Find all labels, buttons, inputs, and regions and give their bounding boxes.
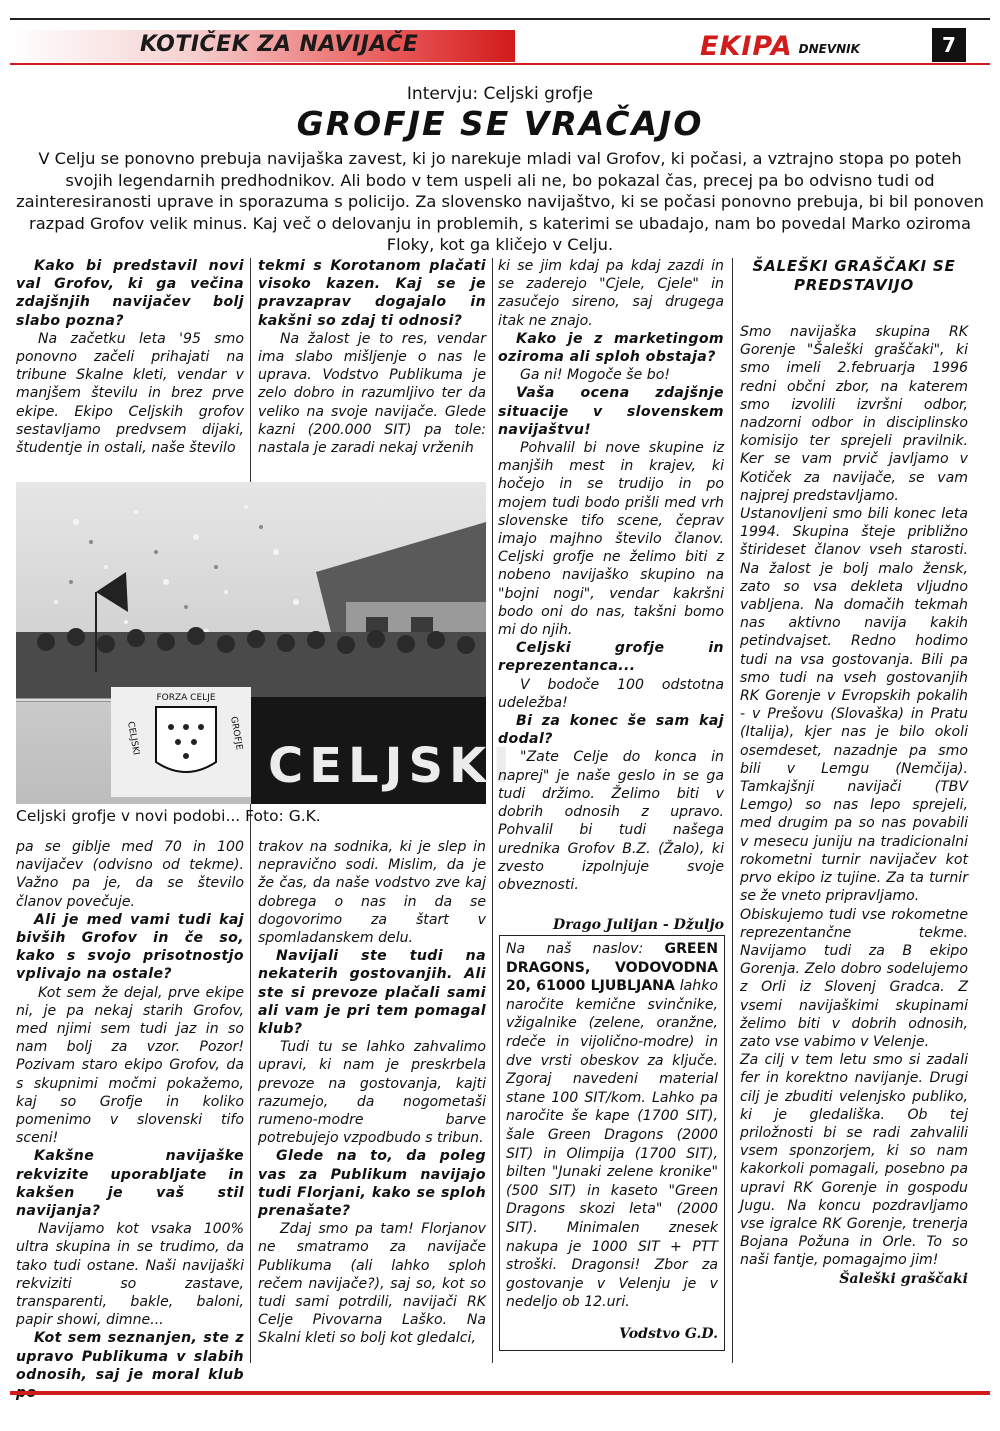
photo-banner-text: FORZA CELJE — [156, 693, 216, 703]
page-number: 7 — [932, 28, 966, 62]
interview-answer: Kot sem že dejal, prve ekipe ni, je pa nekaj starih Grofov, med njimi sem tudi jaz in so nam bolj za vzor. Pozor! Pozivam staro ekipo Grofov, da s skupnimi močmi pokažemo, kaj so Grofje in koliko pomenimo v slovenski tifo sceni! — [16, 984, 244, 1147]
header-top-rule — [10, 18, 990, 20]
interview-question: Kakšne navijaške rekvizite uporabljate in kakšen je vaš stil navijanja? — [16, 1148, 244, 1220]
ad-body: lahko naročite kemične svinčnike, vžigalnike (zelene, oranžne, rdeče in vijolično-modre) in dve vrsti obeskov za ključe. Zgoraj navedeni material stane 100 SIT/kom. Lahko pa naročite še kape (1700 SIT), šale Green Dragons (2000 SIT) in Olimpija (1700 SIT), bilten "Junaki zelene kronike" (500 SIT) in kaseto "Green Dragons skozi leta" (2000 SIT). Minimalen znesek nakupa je 1000 SIT + PTT stroški. Dragonsi! Zbor za gostovanje v Velenju je v nedeljo ob 12.uri. — [506, 978, 719, 1311]
publication-logo — [700, 30, 860, 62]
photo-side-text: GROFJE — [228, 715, 244, 751]
interview-answer: Ga ni! Mogoče še bo! — [520, 367, 670, 384]
interview-question: Celjski grofje in reprezentanca... — [498, 640, 724, 675]
interview-answer: Zdaj smo pa tam! Florjanov ne smatramo za navijače Publikuma (ali lahko sploh rečem navijače?), saj so, kot so tudi sami potrdili, navijači RK Celje Pivovarna Laško. Na Skalni kleti so bolj kot gledalci, — [258, 1221, 486, 1347]
ad-address: GREEN DRAGONS, VODOVODNA 20, 61000 LJUBLJANA — [506, 941, 718, 995]
column-2-bottom — [258, 838, 486, 1348]
column-rule — [492, 258, 493, 1363]
sidebar-paragraph: Smo navijaška skupina RK Gorenje "Šaleški graščaki", ki smo imeli 2.februarja 1996 redni občni zbor, na katerem smo izvolili izvršni odbor, nadzorni odbor in disciplinsko komisijo ter sprejeli pravilnik. Ker se vam prvič javljamo v Kotiček za navijače, se vam najprej predstavljamo. — [740, 324, 968, 504]
interview-question: Vaša ocena zdajšnje situacije v slovenskem navijaštvu! — [498, 385, 724, 438]
interview-question: Glede na to, da poleg vas za Publikum navijajo tudi Florjani, kako se sploh prenašate? — [258, 1148, 486, 1220]
sidebar-title: ŠALEŠKI GRAŠČAKI SE PREDSTAVIJO — [752, 257, 956, 294]
interview-answer: Tudi tu se lahko zahvalimo upravi, ki nam je preskrbela prevoze na gostovanja, kajti razumejo, da nogometaši rumeno-modre barve potrebujejo vzpodbudo s tribun. — [258, 1039, 486, 1147]
interview-answer: trakov na sodnika, ki je slep in nepravično sodi. Mislim, da je že čas, da naše vodstvo zve kaj dobrega o nas in da se dogovorimo za štart v spomladanskem delu. — [258, 839, 486, 947]
article-kicker: Intervju: Celjski grofje — [406, 84, 594, 104]
section-title: KOTIČEK ZA NAVIJAČE — [140, 32, 419, 57]
interview-question: Bi za konec še sam kaj dodal? — [498, 713, 724, 748]
fans-photo — [16, 482, 517, 804]
interview-answer: Pohvalil bi nove skupine iz manjših mest in krajev, ki hočejo in se trudijo in po mojem tudi bodo prišli med vrh slovenske tifo scene, čeprav imajo majhno število članov. Celjski grofje ne želimo biti z nobeno navijaško skupino na "bojni nogi", vendar kakršni bodo oni do nas, takšni bomo mi do njih. — [498, 440, 724, 639]
photo-illustration — [16, 482, 517, 804]
interview-question: Kot sem seznanjen, ste z upravo Publikuma v slabih odnosih, saj je moral klub — [16, 1330, 244, 1383]
article-author: Drago Julijan - Džuljo — [552, 917, 724, 934]
sidebar-paragraph: Obiskujemo tudi vse rokometne reprezentančne tekme. Navijamo tudi za B ekipo Gorenja. Zelo dobro sodelujemo z Orli iz Slovenj Gradca. Z vsemi navijaškimi skupinami želimo biti v dobrih odnosih, zato vse vabimo v Velenje. — [740, 906, 968, 1050]
header-bottom-rule — [10, 63, 990, 65]
photo-banner-text: CELJSKI — [268, 738, 517, 794]
ad-signature: Vodstvo G.D. — [619, 1326, 718, 1343]
photo-side-text: CELJSKI — [125, 720, 141, 756]
brand-subtitle: DNEVNIK — [798, 42, 860, 56]
green-dragons-ad — [499, 935, 725, 1351]
column-1-top — [16, 257, 244, 457]
interview-answer: pa se giblje med 70 in 100 navijačev (odvisno od tekme). Važno pa je, da se število članov povečuje. — [16, 839, 244, 910]
column-2-top — [258, 257, 486, 457]
footer-rule — [10, 1391, 990, 1395]
interview-answer: V bodoče 100 odstotna udeležba! — [498, 676, 724, 711]
article-headline: GROFJE SE VRAČAJO — [296, 104, 704, 143]
interview-question: Kako bi predstavil novi val Grofov, ki ga večina zdajšnjih navijačev bolj slabo pozna? — [16, 258, 244, 329]
column-rule — [732, 258, 733, 1363]
sidebar-paragraph: Ustanovljeni smo bili konec leta 1994. Skupina šteje približno štirideset članov vseh starosti. Na žalost je bolj malo žensk, zato so vsa dekleta vljudno vabljena. Na domačih tekmah nas aktivno navija kakih petindvajset. Redno hodimo tudi na vsa gostovanja. Bili pa smo tudi na vseh gostovanjih RK Gorenje v Evropskih pokalih - v Prešovu (Slovaška) in Pratu (Italija), kjer nas je bilo okoli osemdeset, nazadnje pa smo bili v Lemgu (Nemčija). Tamkajšnji navijači (TBV Lemgo) so nas lepo sprejeli, med drugim pa so nas povabili v mesecu juniju na tradicionalni rokometni turnir navijačev kot prvo ekipo iz tujine. Za ta turnir se že vneto pripravljamo. — [740, 506, 968, 905]
column-3 — [498, 257, 724, 934]
photo-caption: Celjski grofje v novi podobi... Foto: G.K. — [16, 807, 321, 825]
interview-answer: Navijamo kot vsaka 100% ultra skupina in se trudimo, da tako tudi ostane. Naši navijaški rekviziti so zastave, transparenti, bakle, baloni, papir showi, dimne... — [16, 1221, 244, 1329]
interview-question: Kako je z marketingom oziroma ali sploh obstaja? — [498, 330, 724, 366]
brand-name: EKIPA — [700, 30, 793, 62]
ad-intro: Na naš naslov: — [506, 941, 665, 957]
column-4 — [740, 257, 968, 1288]
sidebar-paragraph: Za cilj v tem letu smo si zadali fer in korektno navijanje. Drugi cilj je zbuditi velenjsko publiko, ki je gledališka. Ob tej priložnosti bi se radi zahvalili vsem sponzorjem, ki so nam kakorkoli pomagali, posebno pa upravi RK Gorenje in gospodu Jugu. Na koncu pozdravljamo vse igralce RK Gorenje, trenerja Bojana Požuna in Orle. To so naši fantje, pomagajmo jim! — [740, 1052, 968, 1269]
interview-question: tekmi s Korotanom plačati visoko kazen. Kaj se je pravzaprav dogajalo in kakšni so zdaj ti odnosi? — [258, 258, 486, 329]
interview-question: Navijali ste tudi na nekaterih gostovanjih. Ali ste si prevoze plačali sami ali vam je pri tem pomagal klub? — [258, 948, 486, 1038]
interview-answer: Na žalost je to res, vendar ima slabo mišljenje o nas le uprava. Vodstvo Publikuma je zelo dobro in razumljivo ter da veliko na svoje navijače. Glede kazni (200.000 SIT) pa tole: nastala je zaradi nekaj vrženih — [258, 330, 486, 457]
interview-answer: ki se jim kdaj pa kdaj zazdi in se zaderejo "Cjele, Cjele" in zasučejo sireno, saj drugega itak ne znajo. — [498, 258, 724, 329]
column-1-bottom — [16, 838, 244, 1402]
interview-question: Ali je med vami tudi kaj bivših Grofov in če so, kako s svojo prisotnostjo vplivajo na ostale? — [16, 911, 244, 983]
interview-answer: Na začetku leta '95 smo ponovno začeli prihajati na tribune Skalne kleti, vendar v manjšem številu in brez prve ekipe. Ekipo Celjskih grofov sestavljamo predvsem dijaki, študentje in ostali, naše število — [16, 330, 244, 457]
article-lead: V Celju se ponovno prebuja navijaška zavest, ki jo narekuje mladi val Grofov, ki počasi, a vztrajno stopa po poteh svojih legendarnih predhodnikov. Ali bodo v tem uspeli ali ne, bo pokazal čas, precej pa bo odvisno tudi od zainteresiranosti uprave in sporazuma s policijo. Za slovensko navijaštvo, ki se počasi ponovno prebuja, bi bil ponoven razpad Grofov velik minus. Kaj več o delovanju in problemih, s katerimi se ubadajo, nam bo povedal Marko oziroma Floky, kot ga kličejo v Celju. — [16, 149, 984, 254]
sidebar-signature: Šaleški graščaki — [839, 1270, 968, 1287]
interview-answer: "Zate Celje do konca in naprej" je naše geslo in se ga tudi držimo. Želimo biti v dobrih odnosih z upravo. Pohvalil bi tudi našega urednika Grofov B.Z. (Žalo), ki zvesto izpolnjuje svoje obveznosti. — [498, 749, 724, 893]
